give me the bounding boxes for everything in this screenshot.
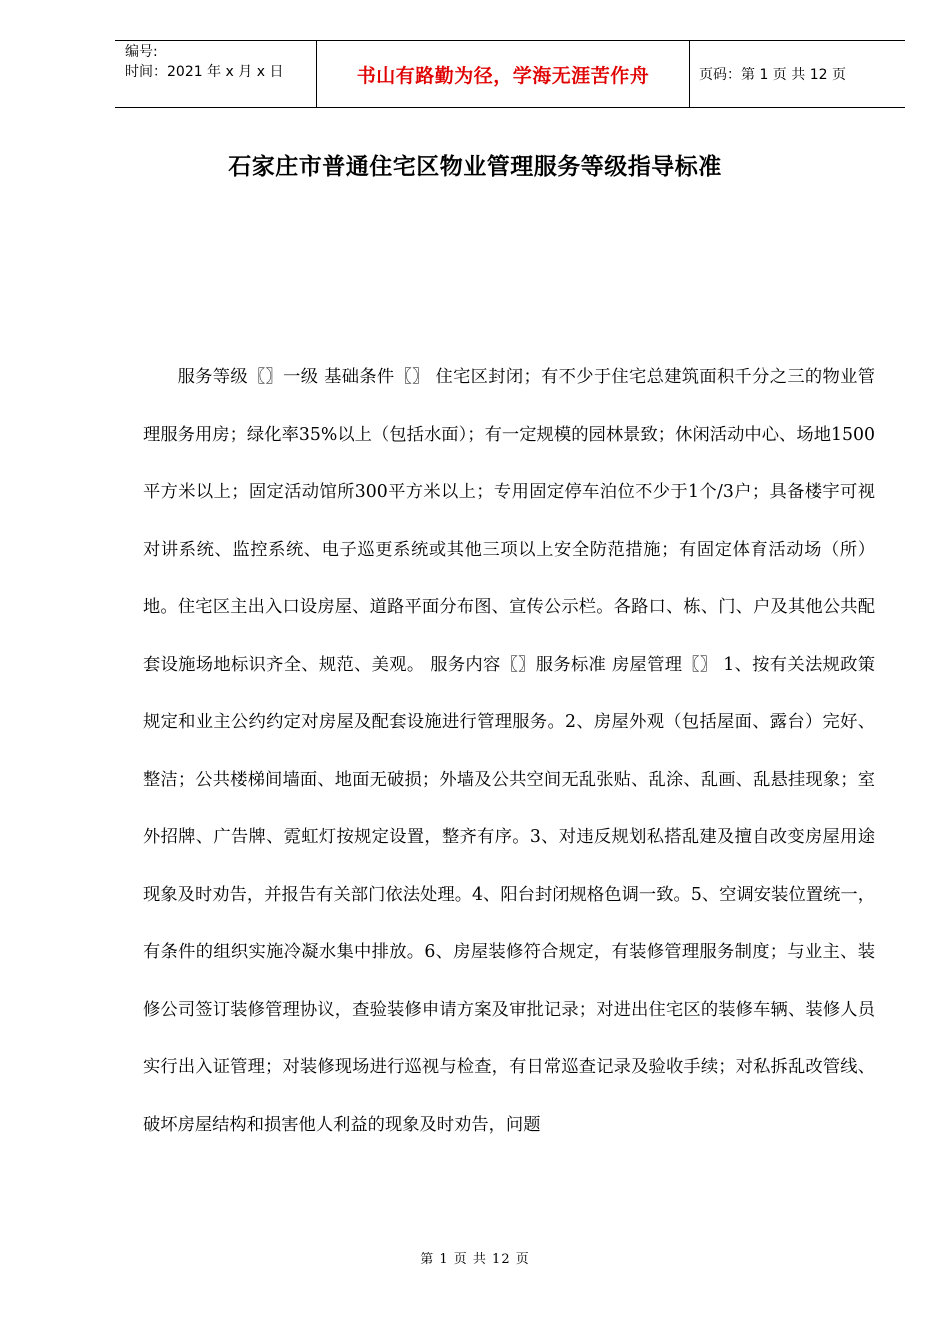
document-number-label: 编号: (125, 44, 158, 60)
page-footer: 第 1 页 共 12 页 (420, 1252, 530, 1267)
body-paragraph: 服务等级〖〗一级 基础条件〖〗 住宅区封闭；有不少于住宅总建筑面积千分之三的物业管理服务用房；绿化率35%以上（包括水面）；有一定规模的园林景致；休闲活动中心、场地1500平方米以上；固定活动馆所300平方米以上；专用固定停车泊位不少于1个/3户；具备楼宇可视对讲系统、监控系统、电子巡更系统或其他三项以上安全防范措施；有固定体育活动场（所）地。住宅区主出入口设房屋、道路平面分布图、宣传公示栏。各路口、栋、门、户及其他公共配套设施场地标识齐全、规范、美观。 服务内容〖〗服务标准 房屋管理〖〗 1、按有关法规政策规定和业主公约约定对房屋及配套设施进行管理服务。2、房屋外观（包括屋面、露台）完好、整洁；公共楼梯间墙面、地面无破损；外墙及公共空间无乱张贴、乱涂、乱画、乱悬挂现象；室外招牌、广告牌、霓虹灯按规定设置，整齐有序。3、对违反规划私搭乱建及擅自改变房屋用途现象及时劝告，并报告有关部门依法处理。4、阳台封闭规格色调一致。5、空调安装位置统一，有条件的组织实施冷凝水集中排放。6、房屋装修符合规定，有装修管理服务制度；与业主、装修公司签订装修管理协议，查验装修申请方案及审批记录；对进出住宅区的装修车辆、装修人员实行出入证管理；对装修现场进行巡视与检查，有日常巡查记录及验收手续；对私拆乱改管线、破坏房屋结构和损害他人利益的现象及时劝告，问题 (143, 367, 875, 1135)
page-header (115, 40, 905, 108)
document-title: 石家庄市普通住宅区物业管理服务等级指导标准 (228, 154, 722, 180)
document-date: 时间：2021 年 x 月 x 日 (125, 64, 284, 80)
header-meta (115, 41, 316, 107)
header-page-indicator: 页码：第 1 页 共 12 页 (699, 67, 846, 83)
header-motto: 书山有路勤为径，学海无涯苦作舟 (316, 41, 690, 107)
